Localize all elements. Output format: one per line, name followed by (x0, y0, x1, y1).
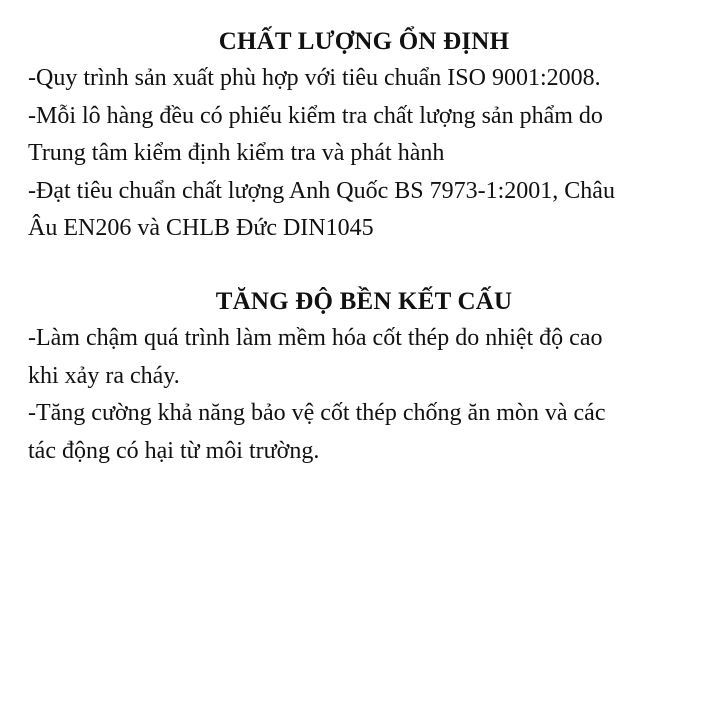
text-line: khi xảy ra cháy. (28, 362, 180, 389)
text-line: Âu EN206 và CHLB Đức DIN1045 (28, 215, 374, 241)
section-heading: TĂNG ĐỘ BỀN KẾT CẤU (215, 288, 513, 315)
section-stable-quality (28, 24, 700, 248)
text-line: -Tăng cường khả năng bảo vệ cốt thép chống ăn mòn và các (28, 400, 606, 426)
text-line: -Quy trình sản xuất phù hợp với tiêu chuẩn ISO 9001:2008. (28, 65, 601, 91)
text-line: -Đạt tiêu chuẩn chất lượng Anh Quốc BS 7973-1:2001, Châu (28, 177, 615, 204)
section-heading: CHẤT LƯỢNG ỔN ĐỊNH (218, 28, 510, 55)
text-line: -Làm chậm quá trình làm mềm hóa cốt thép do nhiệt độ cao (28, 325, 603, 351)
text-line: -Mỗi lô hàng đều có phiếu kiểm tra chất lượng sản phẩm do (28, 102, 603, 129)
section-structural-durability (28, 284, 700, 470)
text-line: Trung tâm kiểm định kiểm tra và phát hành (28, 140, 445, 166)
text-line: tác động có hại từ môi trường. (28, 437, 320, 464)
